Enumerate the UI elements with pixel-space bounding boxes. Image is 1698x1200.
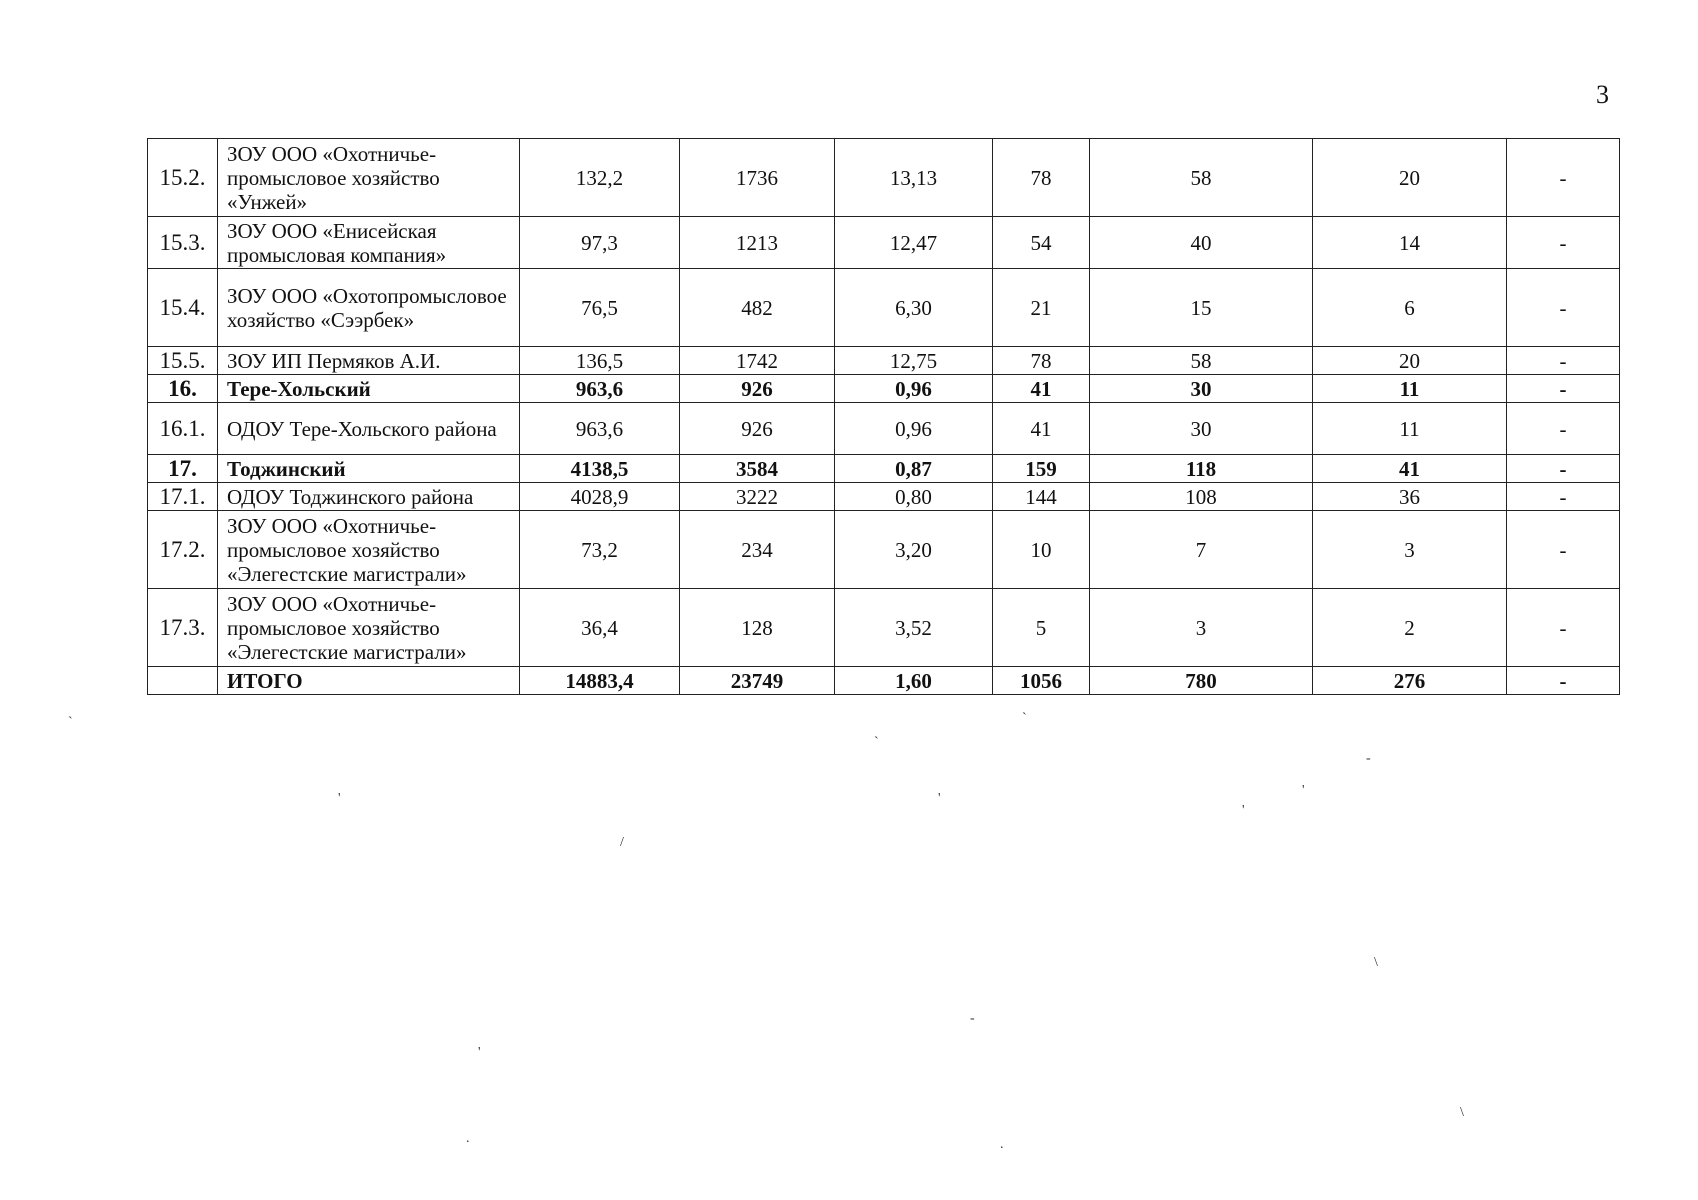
scan-speck: -	[1366, 751, 1371, 766]
col-value-2: 926	[680, 403, 835, 455]
row-number: 15.5.	[148, 347, 218, 375]
table-row	[148, 375, 1620, 403]
col-value-1: 963,6	[520, 375, 680, 403]
scan-speck: .	[466, 1131, 470, 1146]
scan-speck: '	[1242, 803, 1245, 818]
col-value-3: 0,96	[835, 403, 993, 455]
col-value-4: 5	[993, 589, 1090, 667]
col-value-6: 20	[1313, 347, 1507, 375]
scan-speck: .	[1000, 1137, 1004, 1152]
col-value-3: 1,60	[835, 667, 993, 695]
col-value-1: 136,5	[520, 347, 680, 375]
col-value-2: 1213	[680, 217, 835, 269]
col-value-7: -	[1507, 269, 1620, 347]
col-value-5: 108	[1090, 483, 1313, 511]
row-name: ЗОУ ООО «Охотничье-промысловое хозяйство «Элегестские магистрали»	[218, 511, 520, 589]
col-value-4: 1056	[993, 667, 1090, 695]
scan-speck: '	[338, 791, 341, 806]
total-row	[148, 667, 1620, 695]
table-row	[148, 483, 1620, 511]
col-value-3: 12,75	[835, 347, 993, 375]
col-value-7: -	[1507, 217, 1620, 269]
col-value-6: 6	[1313, 269, 1507, 347]
col-value-7: -	[1507, 347, 1620, 375]
col-value-3: 0,80	[835, 483, 993, 511]
col-value-5: 30	[1090, 375, 1313, 403]
col-value-3: 0,96	[835, 375, 993, 403]
col-value-4: 78	[993, 347, 1090, 375]
col-value-6: 41	[1313, 455, 1507, 483]
col-value-6: 276	[1313, 667, 1507, 695]
row-number: 15.3.	[148, 217, 218, 269]
col-value-1: 963,6	[520, 403, 680, 455]
scan-speck: `	[874, 735, 879, 750]
row-number: 15.4.	[148, 269, 218, 347]
row-name: ЗОУ ИП Пермяков А.И.	[218, 347, 520, 375]
table-row	[148, 589, 1620, 667]
col-value-6: 11	[1313, 375, 1507, 403]
col-value-4: 159	[993, 455, 1090, 483]
row-name: ЗОУ ООО «Енисейская промысловая компания»	[218, 217, 520, 269]
row-name: Тере-Хольский	[218, 375, 520, 403]
col-value-5: 15	[1090, 269, 1313, 347]
col-value-2: 128	[680, 589, 835, 667]
scan-speck: '	[938, 791, 941, 806]
col-value-7: -	[1507, 667, 1620, 695]
col-value-7: -	[1507, 403, 1620, 455]
col-value-4: 41	[993, 403, 1090, 455]
col-value-6: 2	[1313, 589, 1507, 667]
col-value-5: 58	[1090, 139, 1313, 217]
row-name: ИТОГО	[218, 667, 520, 695]
scan-speck: /	[620, 835, 624, 850]
col-value-2: 1742	[680, 347, 835, 375]
row-name: ЗОУ ООО «Охотопромысловое хозяйство «Сээрбек»	[218, 269, 520, 347]
col-value-2: 234	[680, 511, 835, 589]
row-number: 17.1.	[148, 483, 218, 511]
row-number: 16.	[148, 375, 218, 403]
scan-speck: `	[1022, 711, 1027, 726]
col-value-5: 40	[1090, 217, 1313, 269]
data-table	[147, 138, 1620, 695]
col-value-1: 73,2	[520, 511, 680, 589]
col-value-4: 41	[993, 375, 1090, 403]
col-value-4: 54	[993, 217, 1090, 269]
col-value-7: -	[1507, 483, 1620, 511]
row-name: ОДОУ Тоджинского района	[218, 483, 520, 511]
col-value-1: 76,5	[520, 269, 680, 347]
table-body	[148, 139, 1620, 695]
table-row	[148, 455, 1620, 483]
row-number: 17.	[148, 455, 218, 483]
col-value-6: 3	[1313, 511, 1507, 589]
col-value-1: 132,2	[520, 139, 680, 217]
col-value-4: 21	[993, 269, 1090, 347]
col-value-6: 20	[1313, 139, 1507, 217]
table-row	[148, 139, 1620, 217]
col-value-4: 78	[993, 139, 1090, 217]
row-name: ОДОУ Тере-Хольского района	[218, 403, 520, 455]
col-value-2: 23749	[680, 667, 835, 695]
col-value-5: 30	[1090, 403, 1313, 455]
col-value-7: -	[1507, 511, 1620, 589]
row-name: ЗОУ ООО «Охотничье-промысловое хозяйство «Элегестские магистрали»	[218, 589, 520, 667]
scan-speck: -	[970, 1011, 975, 1026]
col-value-4: 10	[993, 511, 1090, 589]
col-value-5: 58	[1090, 347, 1313, 375]
col-value-4: 144	[993, 483, 1090, 511]
col-value-2: 1736	[680, 139, 835, 217]
scan-speck: \	[1374, 955, 1378, 970]
col-value-2: 926	[680, 375, 835, 403]
col-value-5: 118	[1090, 455, 1313, 483]
row-name: ЗОУ ООО «Охотничье-промысловое хозяйство «Унжей»	[218, 139, 520, 217]
col-value-6: 14	[1313, 217, 1507, 269]
col-value-3: 3,52	[835, 589, 993, 667]
col-value-6: 11	[1313, 403, 1507, 455]
table-row	[148, 403, 1620, 455]
table-row	[148, 269, 1620, 347]
col-value-3: 13,13	[835, 139, 993, 217]
row-number: 17.3.	[148, 589, 218, 667]
col-value-7: -	[1507, 589, 1620, 667]
row-number: 15.2.	[148, 139, 218, 217]
row-number: 16.1.	[148, 403, 218, 455]
col-value-3: 6,30	[835, 269, 993, 347]
scan-speck: \	[1460, 1105, 1464, 1120]
col-value-3: 0,87	[835, 455, 993, 483]
page-number: 3	[1596, 80, 1609, 109]
col-value-2: 3222	[680, 483, 835, 511]
col-value-5: 780	[1090, 667, 1313, 695]
scan-speck: '	[1302, 783, 1305, 798]
col-value-1: 97,3	[520, 217, 680, 269]
col-value-7: -	[1507, 455, 1620, 483]
col-value-1: 14883,4	[520, 667, 680, 695]
col-value-3: 12,47	[835, 217, 993, 269]
table-row	[148, 347, 1620, 375]
col-value-1: 4028,9	[520, 483, 680, 511]
col-value-1: 4138,5	[520, 455, 680, 483]
scan-speck: `	[68, 715, 73, 730]
table-row	[148, 511, 1620, 589]
row-name: Тоджинский	[218, 455, 520, 483]
col-value-3: 3,20	[835, 511, 993, 589]
row-number	[148, 667, 218, 695]
col-value-7: -	[1507, 139, 1620, 217]
row-number: 17.2.	[148, 511, 218, 589]
col-value-5: 7	[1090, 511, 1313, 589]
scan-speck: '	[478, 1045, 481, 1060]
col-value-5: 3	[1090, 589, 1313, 667]
col-value-7: -	[1507, 375, 1620, 403]
col-value-1: 36,4	[520, 589, 680, 667]
col-value-2: 482	[680, 269, 835, 347]
col-value-2: 3584	[680, 455, 835, 483]
table-row	[148, 217, 1620, 269]
col-value-6: 36	[1313, 483, 1507, 511]
